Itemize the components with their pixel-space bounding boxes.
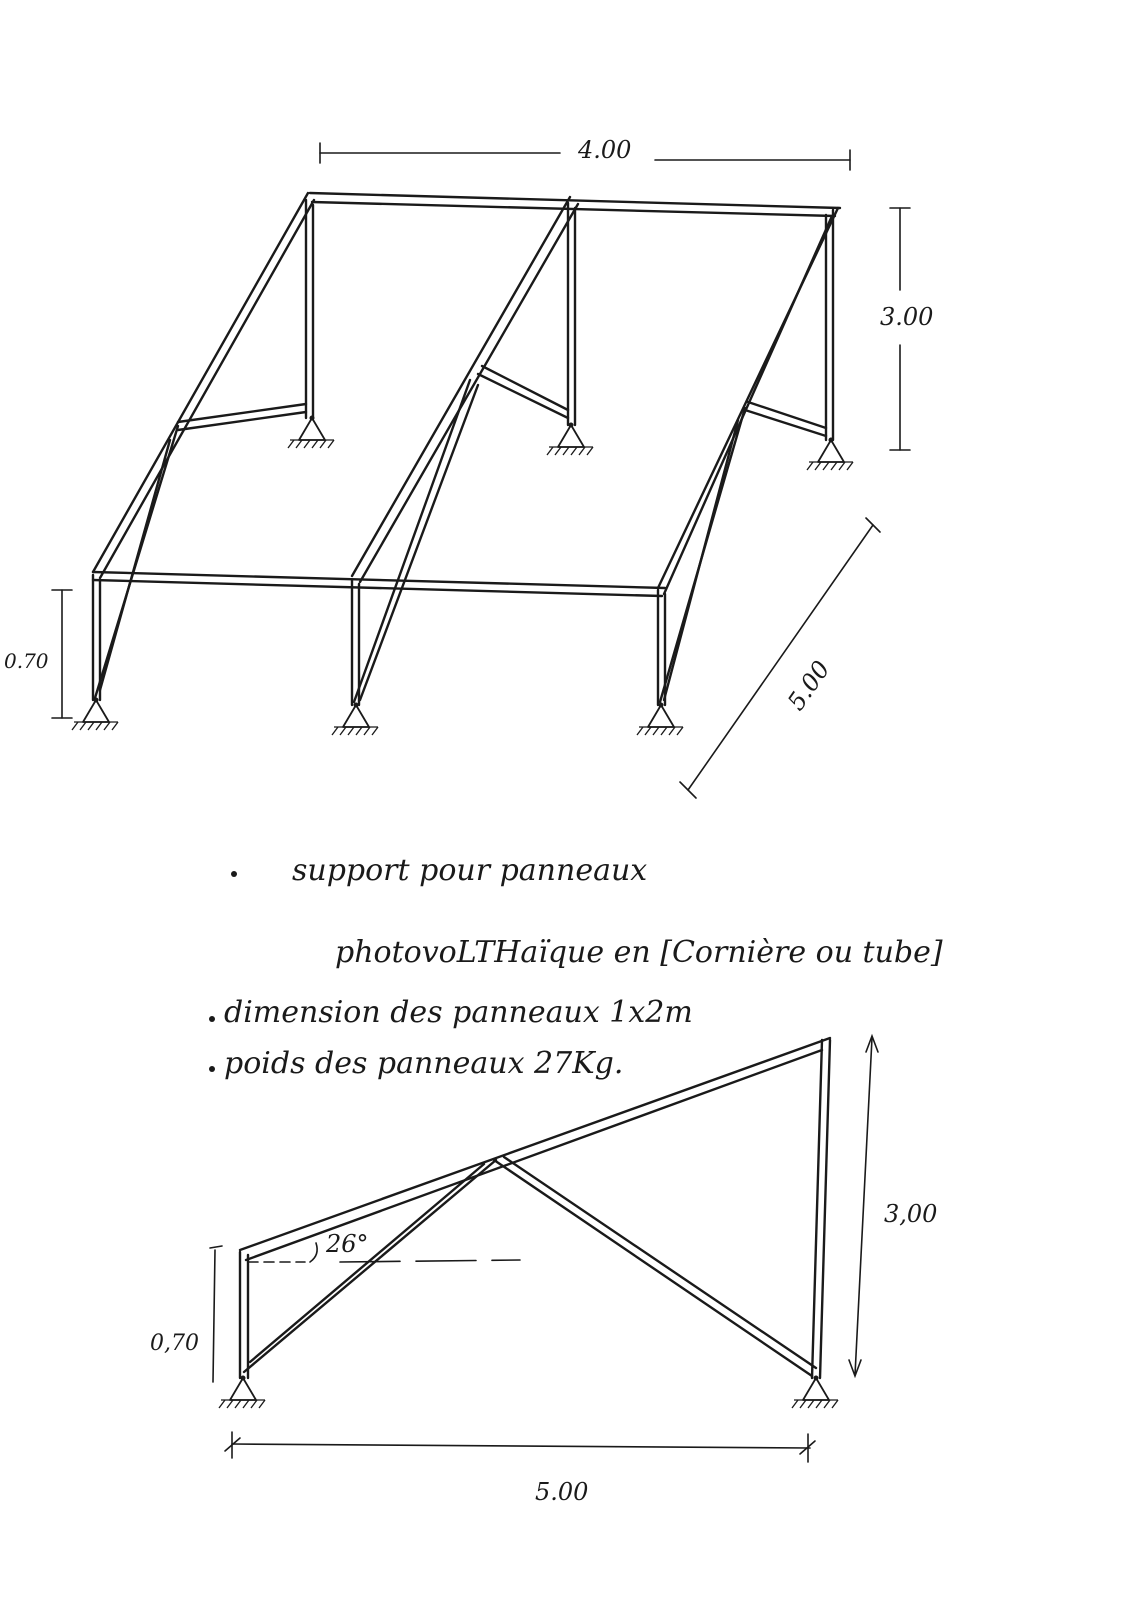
pinned-support-icon [72,698,118,731]
pinned-support-icon [547,423,593,456]
dimension-width [320,136,850,170]
pinned-support-icon [288,416,334,449]
bullet-icon [231,871,237,877]
dimension-front-height [4,590,72,718]
bullet-icon [209,1066,215,1072]
angle-label: 26° [326,1230,369,1258]
dimension-height [880,208,933,450]
dim-label-height: 3.00 [880,303,934,331]
middle-frame [352,197,578,705]
notes [209,853,943,1081]
side-dimension-height [849,1036,937,1376]
pinned-support-icon [807,438,853,471]
dimension-depth [680,518,880,798]
dim-label-width: 4.00 [578,136,632,164]
dim-label-front-height: 0.70 [4,649,49,673]
left-frame [93,193,314,700]
side-dim-label-length: 5.00 [535,1478,589,1506]
bullet-icon [209,1016,215,1022]
side-dimension-front-height [150,1246,222,1382]
note-line-1: support pour panneaux [292,853,648,888]
front-beam [93,572,665,596]
note-line-3: dimension des panneaux 1x2m [224,995,693,1030]
pinned-support-icon [332,703,378,736]
right-frame [658,208,838,705]
note-line-4: poids des panneaux 27Kg. [224,1046,624,1081]
side-dimension-length [225,1432,815,1506]
pinned-support-icon [792,1376,838,1409]
side-view-frame [219,1038,838,1408]
pinned-support-icon [219,1376,265,1409]
pinned-support-icon [637,703,683,736]
side-dim-label-height: 3,00 [884,1200,938,1228]
side-dim-label-front-height: 0,70 [150,1331,199,1356]
note-line-2: photovoLTHaïque en [Cornière ou tube] [335,935,943,970]
isometric-frame [72,193,853,735]
dim-label-depth: 5.00 [781,655,836,716]
